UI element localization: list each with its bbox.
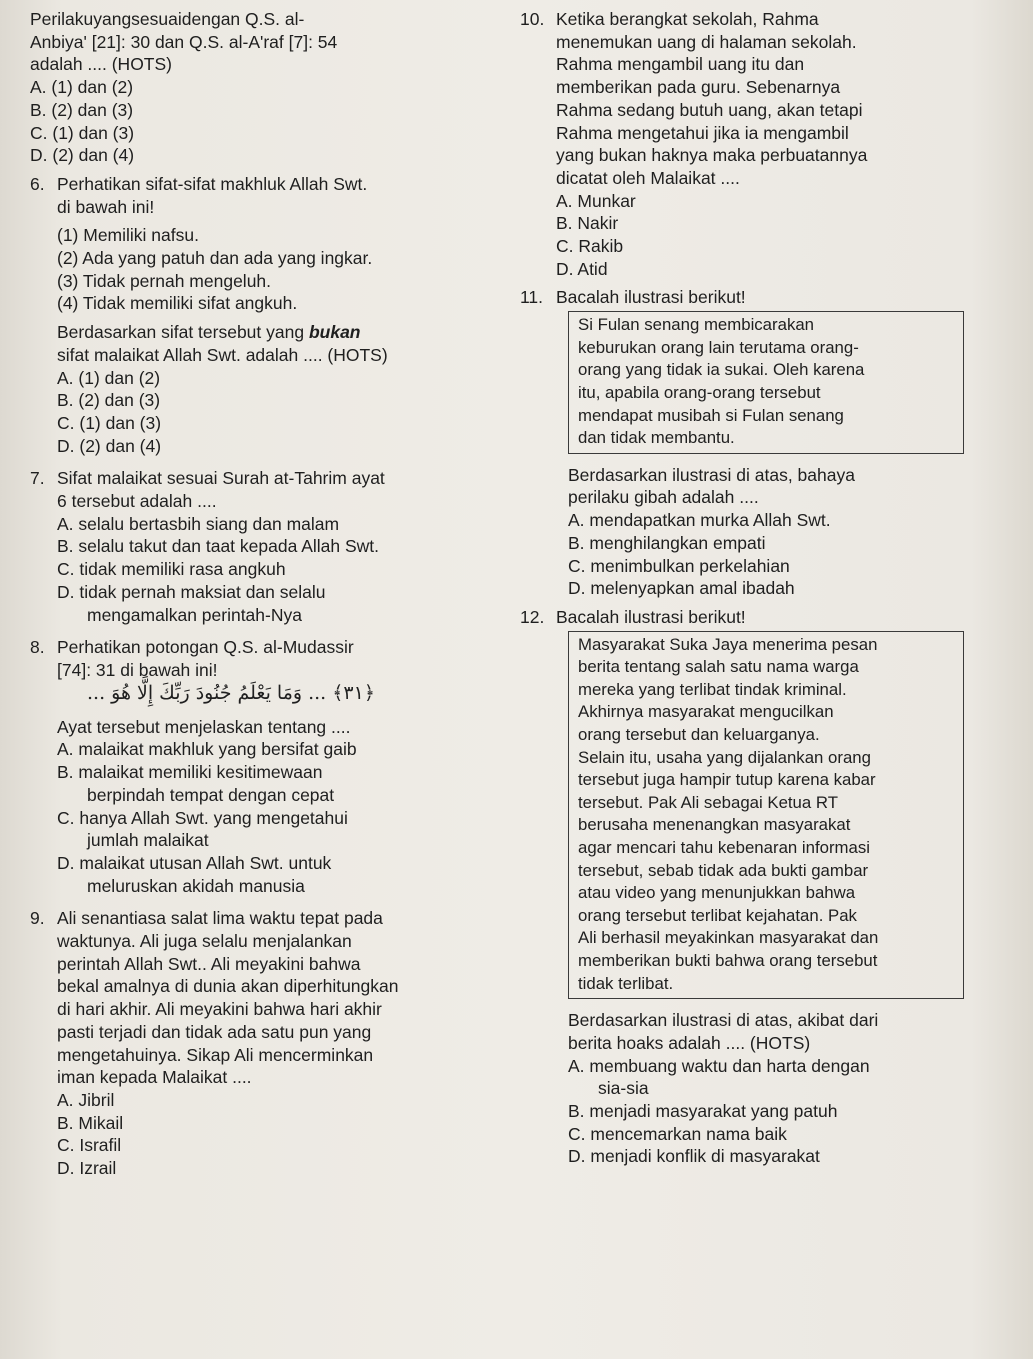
q12-box-line-2: berita tentang salah satu nama warga bbox=[578, 657, 859, 677]
q11-option-d: D. melenyapkan amal ibadah bbox=[568, 578, 795, 599]
q10-number: 10. bbox=[520, 9, 545, 29]
q12-box-line-7: tersebut juga hampir tutup karena kabar bbox=[578, 770, 876, 790]
q6-stem-emphasis: bukan bbox=[308, 322, 361, 343]
q6-number: 6. bbox=[30, 173, 45, 194]
q10-option-c: C. Rakib bbox=[556, 236, 624, 257]
q11-box-line-4: itu, apabila orang-orang tersebut bbox=[578, 382, 821, 402]
q7-line-1: Sifat malaikat sesuai Surah at-Tahrim ayat bbox=[57, 468, 385, 489]
q12-option-c: C. mencemarkan nama baik bbox=[568, 1123, 787, 1144]
q11-option-b: B. menghilangkan empati bbox=[568, 532, 766, 553]
q8-option-c: C. hanya Allah Swt. yang mengetahui bbox=[57, 807, 348, 828]
q12-stem-1: Berdasarkan ilustrasi di atas, akibat dari bbox=[568, 1010, 879, 1031]
q12-number: 12. bbox=[520, 606, 545, 627]
q8-stem: Ayat tersebut menjelaskan tentang .... bbox=[57, 716, 351, 737]
q11-intro: Bacalah ilustrasi berikut! bbox=[556, 287, 746, 308]
q8-option-d: D. malaikat utusan Allah Swt. untuk bbox=[57, 852, 332, 873]
q11-number: 11. bbox=[520, 287, 544, 308]
q6-stem-1: Berdasarkan sifat tersebut yang bukan bbox=[57, 322, 361, 343]
q10-option-d: D. Atid bbox=[556, 258, 608, 279]
q8-arabic-verse: ﴿٣١﴾ ... وَمَا يَعْلَمُ جُنُودَ رَبِّكَ إِلَّا هُوَ ... bbox=[87, 681, 375, 704]
q7-number: 7. bbox=[30, 468, 45, 489]
q10-line-4: memberikan pada guru. Sebenarnya bbox=[556, 77, 841, 98]
q8-option-b: B. malaikat memiliki kesitimewaan bbox=[57, 762, 323, 783]
question-11 bbox=[520, 286, 1020, 599]
q12-box-line-3: mereka yang terlibat tindak kriminal. bbox=[578, 679, 847, 699]
q12-box-line-13: orang tersebut terlibat kejahatan. Pak bbox=[578, 905, 857, 925]
q6-item-1: (1) Memiliki nafsu. bbox=[57, 225, 199, 246]
q6-option-d: D. (2) dan (4) bbox=[57, 435, 162, 456]
q12-option-b: B. menjadi masyarakat yang patuh bbox=[568, 1100, 838, 1121]
q8-option-a: A. malaikat makhluk yang bersifat gaib bbox=[57, 739, 357, 760]
q5-option-d: D. (2) dan (4) bbox=[30, 145, 135, 166]
question-8 bbox=[30, 636, 500, 897]
q6-option-c: C. (1) dan (3) bbox=[57, 412, 162, 433]
q6-option-b: B. (2) dan (3) bbox=[57, 390, 161, 411]
q12-box-line-9: berusaha menenangkan masyarakat bbox=[578, 815, 851, 835]
q10-line-6: Rahma mengetahui jika ia mengambil bbox=[556, 122, 849, 143]
q9-line-6: pasti terjadi dan tidak ada satu pun yang bbox=[57, 1021, 372, 1042]
left-column bbox=[30, 8, 500, 1180]
q11-box-line-5: mendapat musibah si Fulan senang bbox=[578, 405, 844, 425]
q9-option-c: C. Israfil bbox=[57, 1135, 122, 1156]
q6-line-2: di bawah ini! bbox=[57, 196, 155, 217]
question-7 bbox=[30, 467, 500, 626]
q5-option-c: C. (1) dan (3) bbox=[30, 122, 135, 143]
question-10 bbox=[520, 8, 1020, 280]
q9-option-b: B. Mikail bbox=[57, 1112, 124, 1133]
q12-box-line-11: tersebut, sebab tidak ada bukti gambar bbox=[578, 860, 869, 880]
q12-box-line-16: tidak terlibat. bbox=[578, 973, 674, 993]
q9-line-7: mengetahuinya. Sikap Ali mencerminkan bbox=[57, 1044, 374, 1065]
q6-item-2: (2) Ada yang patuh dan ada yang ingkar. bbox=[57, 248, 373, 269]
q10-line-3: Rahma mengambil uang itu dan bbox=[556, 54, 805, 75]
q12-intro: Bacalah ilustrasi berikut! bbox=[556, 606, 746, 627]
q5-line-3: adalah .... (HOTS) bbox=[30, 54, 172, 75]
q9-number: 9. bbox=[30, 908, 45, 929]
q11-box-line-3: orang yang tidak ia sukai. Oleh karena bbox=[578, 360, 865, 380]
q10-line-7: yang bukan haknya maka perbuatannya bbox=[556, 145, 868, 166]
q12-box-line-1: Masyarakat Suka Jaya menerima pesan bbox=[578, 634, 878, 654]
q5-option-a: A. (1) dan (2) bbox=[30, 77, 134, 98]
q12-box-line-8: tersebut. Pak Ali sebagai Ketua RT bbox=[578, 792, 838, 812]
q8-option-b-cont: berpindah tempat dengan cepat bbox=[87, 784, 335, 805]
q10-option-b: B. Nakir bbox=[556, 213, 619, 234]
q8-option-c-cont: jumlah malaikat bbox=[87, 830, 209, 851]
q11-box-line-2: keburukan orang lain terutama orang- bbox=[578, 337, 859, 357]
q11-box-line-1: Si Fulan senang membicarakan bbox=[578, 315, 814, 335]
q9-line-1: Ali senantiasa salat lima waktu tepat pada bbox=[57, 908, 383, 929]
q12-box-line-4: Akhirnya masyarakat mengucilkan bbox=[578, 702, 834, 722]
q6-option-a: A. (1) dan (2) bbox=[57, 367, 161, 388]
q9-option-d: D. Izrail bbox=[57, 1158, 117, 1179]
q6-stem-2: sifat malaikat Allah Swt. adalah .... (HOTS) bbox=[57, 344, 388, 365]
question-6 bbox=[30, 173, 500, 457]
q6-item-4: (4) Tidak memiliki sifat angkuh. bbox=[57, 293, 298, 314]
q12-box-line-12: atau video yang menunjukkan bahwa bbox=[578, 883, 856, 903]
q11-box-line-6: dan tidak membantu. bbox=[578, 428, 735, 448]
q11-stem-1: Berdasarkan ilustrasi di atas, bahaya bbox=[568, 464, 855, 485]
q7-option-d-cont: mengamalkan perintah-Nya bbox=[87, 604, 302, 625]
q8-option-d-cont: meluruskan akidah manusia bbox=[87, 875, 305, 896]
q7-line-2: 6 tersebut adalah .... bbox=[57, 491, 217, 512]
q12-illustration-box bbox=[568, 631, 964, 1000]
right-column bbox=[520, 8, 1020, 1168]
q9-option-a: A. Jibril bbox=[57, 1089, 115, 1110]
q9-line-3: perintah Allah Swt.. Ali meyakini bahwa bbox=[57, 953, 361, 974]
q8-number: 8. bbox=[30, 637, 45, 658]
q8-line-2: [74]: 31 di bawah ini! bbox=[57, 659, 218, 680]
q9-line-8: iman kepada Malaikat .... bbox=[57, 1067, 252, 1088]
q12-option-d: D. menjadi konflik di masyarakat bbox=[568, 1146, 820, 1167]
q12-box-line-10: agar mencari tahu kebenaran informasi bbox=[578, 837, 870, 857]
q7-option-c: C. tidak memiliki rasa angkuh bbox=[57, 559, 286, 580]
q12-box-line-5: orang tersebut dan keluarganya. bbox=[578, 725, 820, 744]
q12-box-line-14: Ali berhasil meyakinkan masyarakat dan bbox=[578, 928, 879, 948]
q11-illustration-box bbox=[568, 311, 964, 454]
q5-line-1: Perilakuyangsesuaidengan Q.S. al- bbox=[30, 9, 305, 29]
q10-line-8: dicatat oleh Malaikat .... bbox=[556, 167, 740, 188]
q11-option-a: A. mendapatkan murka Allah Swt. bbox=[568, 510, 831, 531]
q7-option-b: B. selalu takut dan taat kepada Allah Swt. bbox=[57, 536, 380, 557]
q8-line-1: Perhatikan potongan Q.S. al-Mudassir bbox=[57, 637, 354, 658]
q10-line-5: Rahma sedang butuh uang, akan tetapi bbox=[556, 99, 863, 120]
q12-stem-2: berita hoaks adalah .... (HOTS) bbox=[568, 1032, 811, 1053]
q11-stem-2: perilaku gibah adalah .... bbox=[568, 487, 759, 508]
q10-option-a: A. Munkar bbox=[556, 190, 636, 211]
question-5-tail bbox=[30, 8, 500, 167]
q5-line-2: Anbiya' [21]: 30 dan Q.S. al-A'raf [7]: 54 bbox=[30, 31, 338, 52]
q9-line-2: waktunya. Ali juga selalu menjalankan bbox=[57, 931, 352, 952]
q7-option-a: A. selalu bertasbih siang dan malam bbox=[57, 513, 340, 534]
q5-option-b: B. (2) dan (3) bbox=[30, 99, 134, 120]
q12-box-line-6: Selain itu, usaha yang dijalankan orang bbox=[578, 747, 871, 767]
q9-line-5: di hari akhir. Ali meyakini bahwa hari akhir bbox=[57, 999, 382, 1020]
q6-item-3: (3) Tidak pernah mengeluh. bbox=[57, 270, 272, 291]
q12-option-a-cont: sia-sia bbox=[598, 1078, 649, 1099]
q9-line-4: bekal amalnya di dunia akan diperhitungkan bbox=[57, 976, 399, 997]
question-9 bbox=[30, 907, 500, 1179]
q6-line-1: Perhatikan sifat-sifat makhluk Allah Swt. bbox=[57, 173, 368, 194]
q7-option-d: D. tidak pernah maksiat dan selalu bbox=[57, 581, 326, 602]
q11-option-c: C. menimbulkan perkelahian bbox=[568, 555, 790, 576]
q12-option-a: A. membuang waktu dan harta dengan bbox=[568, 1055, 870, 1076]
question-12 bbox=[520, 606, 1020, 1168]
q10-line-1: Ketika berangkat sekolah, Rahma bbox=[556, 9, 819, 29]
q12-box-line-15: memberikan bukti bahwa orang tersebut bbox=[578, 950, 878, 970]
q10-line-2: menemukan uang di halaman sekolah. bbox=[556, 31, 857, 52]
